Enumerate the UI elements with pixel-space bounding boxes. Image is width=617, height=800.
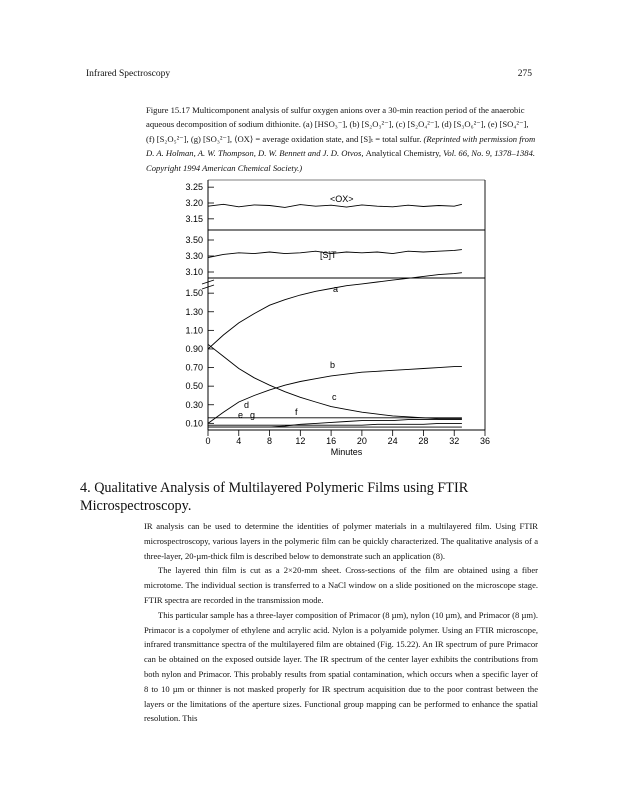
paragraph-1: IR analysis can be used to determine the identities of polymer materials in a multilayered film. Using FTIR microspectroscopy, various layers in the polymeric film can be quickly characterized. The qualitative analysis of a three-layer, 20-µm-thick film is described below to demonstrate such an application (8). [144, 521, 538, 561]
y-tick-label: 3.10 [185, 267, 203, 277]
series-label-d: d [244, 400, 250, 410]
y-tick-label: 0.70 [185, 362, 203, 373]
page-number: 275 [517, 69, 532, 79]
x-tick-label: 24 [387, 436, 398, 446]
section-heading: 4. Qualitative Analysis of Multilayered Polymeric Films using FTIR Microspectroscopy. [80, 480, 469, 514]
paragraph-2: The layered thin film is cut as a 2×20-mm sheet. Cross-sections of the film are obtained using a fiber microtome. The individual section is transferred to a NaCl window on a slide positioned on the microscope stage. FTIR spectra are recorded in the transmission mode. [144, 565, 538, 605]
y-tick-label: 0.50 [185, 381, 203, 392]
y-tick-label: 1.50 [185, 288, 203, 299]
series-label-OX: <OX> [330, 194, 354, 204]
body-text [144, 519, 538, 726]
y-tick-label: 3.30 [185, 251, 203, 261]
caption-citation: Vol. 66, No. 9, 1378–1384. Copyright 1994 American Chemical Society.) [146, 148, 536, 173]
x-tick-label: 32 [449, 436, 460, 446]
running-header: Infrared Spectroscopy [86, 69, 171, 79]
x-tick-label: 12 [295, 436, 306, 446]
ox-panel [185, 182, 461, 224]
y-tick-label: 1.30 [185, 306, 203, 317]
figure-caption [146, 103, 536, 175]
y-tick-label: 1.10 [185, 325, 203, 336]
series-label-b: b [330, 360, 336, 370]
y-tick-label: 0.10 [185, 418, 203, 429]
x-tick-label: 0 [205, 436, 211, 446]
y-tick-label: 3.20 [185, 198, 203, 208]
paragraph-3: This particular sample has a three-layer composition of Primacor (8 µm), nylon (10 µm), and Primacor (8 µm). Primacor is a copolymer of ethylene and acrylic acid. Nylon is a polyamide polymer. Using an FTIR microscope, infrared transmittance spectra of the multilayered film are obtained (Fig. 15.22). An IR spectrum of pure Primacor can be obtained on the exposed outside layer. The IR spectrum of the center layer exhibits the contributions from both nylon and Primacor. This probably results from spatial contamination, which occurs when a specific layer of 8 to 10 µm or thinner is not masked properly for IR spectrum acquisition due to the poor contrast between the layers or the limitations of the aperture sizes. Functional group mapping can be performed to enhance the spatial resolution. This [144, 609, 538, 724]
y-tick-label: 3.15 [185, 213, 203, 224]
y-tick-label: 0.30 [185, 399, 203, 410]
multicomponent-chart [180, 178, 520, 460]
series-label-a: a [333, 284, 339, 294]
series-label-ST: [S]T [320, 250, 337, 260]
x-tick-label: 20 [356, 436, 367, 446]
series-e-line [208, 423, 462, 425]
series-label-f: f [295, 407, 298, 417]
x-tick-label: 4 [236, 436, 242, 446]
x-tick-label: 36 [479, 436, 491, 446]
series-OX-line [208, 204, 462, 207]
series-label-g: g [250, 410, 256, 420]
y-tick-label: 0.90 [185, 343, 203, 354]
series-f-line [208, 420, 462, 428]
caption-journal: Analytical Chemistry, [365, 148, 444, 159]
x-axis-title: Minutes [330, 447, 363, 457]
y-tick-label: 3.50 [185, 235, 203, 245]
caption-credit: (Reprinted with permission from D. A. Holman, A. W. Thompson, D. W. Bennett and J. D. Otvos, [146, 133, 536, 159]
series-label-e: e [238, 410, 244, 420]
x-tick-label: 8 [267, 436, 273, 446]
x-tick-label: 28 [418, 436, 429, 446]
x-tick-label: 16 [326, 436, 337, 446]
series-label-c: c [332, 392, 337, 402]
y-tick-label: 3.25 [185, 182, 203, 193]
caption-text: Figure 15.17 Multicomponent analysis of sulfur oxygen anions over a 30-min reaction period of the anaerobic aqueous decomposition of sodium dithionite. (a) [HSO₃⁻], (b) [S₂O₃²⁻], (c) [S₂O₄²⁻], (d) [S₃O₆²⁻], (e) [SO₄²⁻], (f) [S₂O₅²⁻], (g) [SO₃²⁻], ⟨OX⟩ = average oxidation state, and [S]ₜ = total sulfur. [146, 105, 529, 144]
species-panel [185, 273, 461, 429]
